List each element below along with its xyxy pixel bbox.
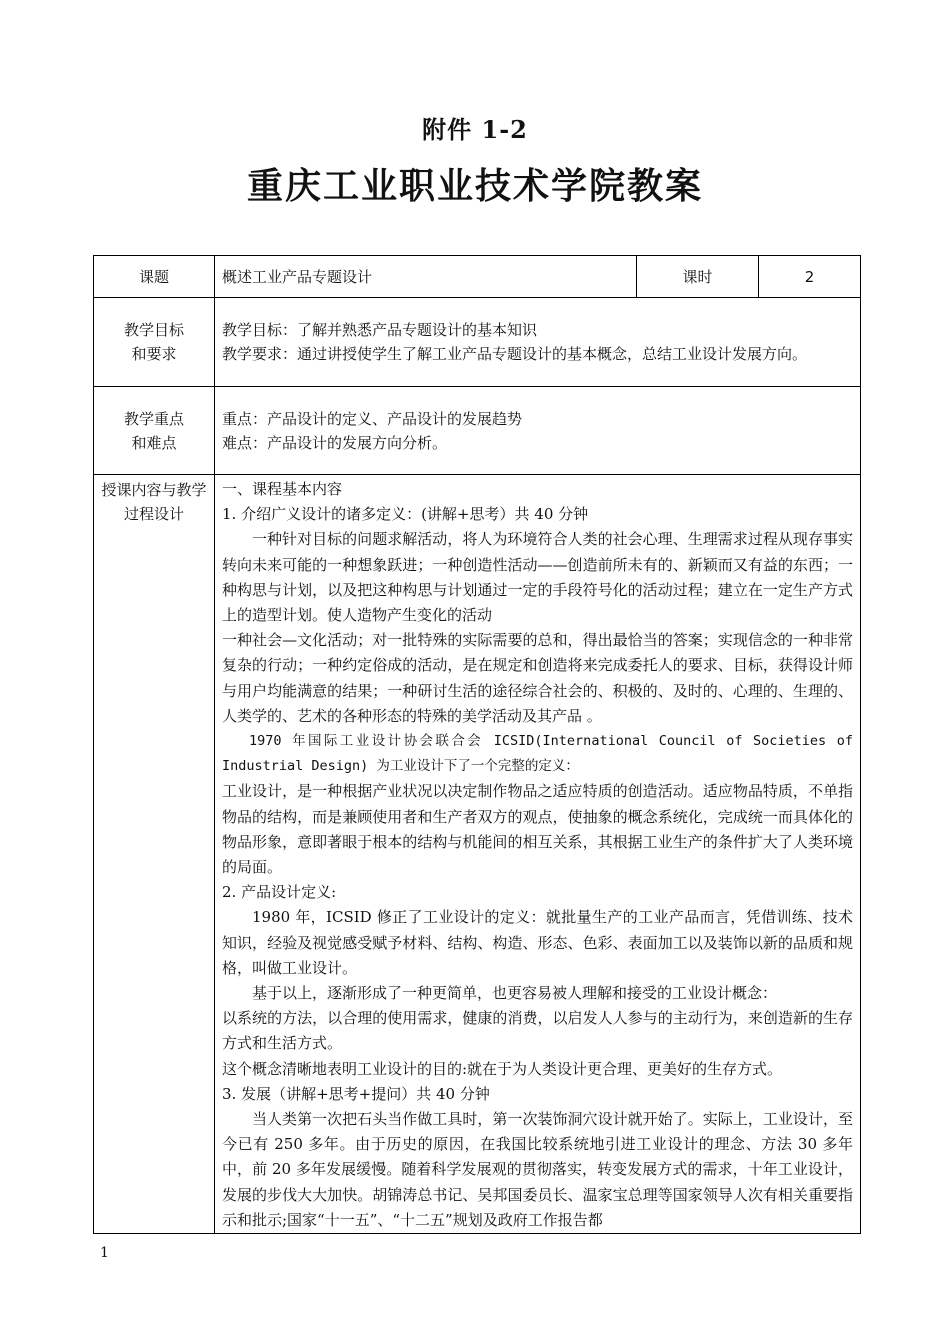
keys-label-line-2: 和难点 — [131, 433, 177, 452]
content-row — [94, 475, 861, 1234]
goals-line-1: 教学目标：了解并熟悉产品专题设计的基本知识 — [222, 321, 538, 339]
hours-value: 2 — [759, 256, 861, 298]
keys-label — [94, 387, 215, 475]
topic-value: 概述工业产品专题设计 — [215, 256, 637, 298]
content-para: 3. 发展（讲解+思考+提问）共 40 分钟 — [222, 1084, 490, 1103]
topic-row — [94, 256, 861, 298]
keys-row — [94, 387, 861, 475]
content-para: 这个概念清晰地表明工业设计的目的:就在于为人类设计更合理、更美好的生存方式。 — [222, 1059, 783, 1078]
content-para: 当人类第一次把石头当作做工具时，第一次装饰洞穴设计就开始了。实际上，工业设计，至今已有 250 多年。由于历史的原因，在我国比较系统地引进工业设计的理念、方法 30 多年中，前 20 多年发展缓慢。随着科学发展观的贯彻落实，转变发展方式的需求，十年工业设计，发展的步伐大大加快。胡锦涛总书记、吴邦国委员长、温家宝总理等国家领导人次有相关重要指示和批示;国家“十一五”、“十二五”规划及政府工作报告都 — [222, 1110, 853, 1229]
page-number: 1 — [100, 1245, 109, 1261]
hours-label: 课时 — [637, 256, 759, 298]
lesson-plan-table — [93, 255, 861, 1234]
keys-label-line-1: 教学重点 — [123, 409, 184, 428]
content-para: 以系统的方法，以合理的使用需求，健康的消费，以启发人人参与的主动行为，来创造新的生存方式和生活方式。 — [222, 1009, 853, 1053]
goals-line-2: 教学要求：通过讲授使学生了解工业产品专题设计的基本概念，总结工业设计发展方向。 — [222, 345, 808, 363]
topic-label: 课题 — [94, 256, 215, 298]
keys-line-1: 重点：产品设计的定义、产品设计的发展趋势 — [222, 409, 523, 428]
goals-label — [94, 298, 215, 387]
content-label: 授课内容与教学过程设计 — [94, 475, 215, 1234]
goals-label-line-1: 教学目标 — [123, 321, 184, 339]
content-para: 工业设计，是一种根据产业状况以决定制作物品之适应特质的创造活动。适应物品特质，不单指物品的结构，而是兼顾使用者和生产者双方的观点，使抽象的概念系统化，完成统一而具体化的物品形象，意即著眼于根本的结构与机能间的相互关系，其根据工业生产的条件扩大了人类环境的局面。 — [222, 782, 853, 877]
content-para: 一种针对目标的问题求解活动，将人为环境符合人类的社会心理、生理需求过程从现存事实转向未来可能的一种想象跃进；一种创造性活动——创造前所未有的、新颖而又有益的东西；一种构思与计划，以及把这种构思与计划通过一定的手段符号化的活动过程；建立在一定生产方式上的造型计划。使人造物产生变化的活动 — [222, 530, 853, 625]
keys-content — [215, 387, 861, 475]
content-para: 一、课程基本内容 — [222, 480, 343, 498]
content-para: 1. 介绍广义设计的诸多定义：(讲解+思考）共 40 分钟 — [222, 505, 589, 524]
content-body — [215, 475, 861, 1234]
content-para: 一种社会—文化活动；对一批特殊的实际需要的总和，得出最恰当的答案；实现信念的一种非常复杂的行动；一种约定俗成的活动，是在规定和创造将来完成委托人的要求、目标，获得设计师与用户均能满意的结果；一种研讨生活的途径综合社会的、积极的、及时的、心理的、生理的、人类学的、艺术的各种形态的特殊的美学活动及其产品 。 — [222, 631, 853, 725]
document-title: 重庆工业职业技术学院教案 — [246, 165, 703, 207]
content-para: 2. 产品设计定义: — [222, 883, 337, 902]
content-para: 基于以上，逐渐形成了一种更简单，也更容易被人理解和接受的工业设计概念： — [252, 984, 778, 1003]
goals-row — [94, 298, 861, 387]
content-para: 1980 年，ICSID 修正了工业设计的定义：就批量生产的工业产品而言，凭借训练、技术知识，经验及视觉感受赋予材料、结构、构造、形态、色彩、表面加工以及装饰以新的品质和规格，叫做工业设计。 — [222, 908, 853, 977]
content-para: 1970 年国际工业设计协会联合会 ICSID(International Council of Societies of Industrial Design) 为工业设计下了一个完整的定义： — [222, 733, 853, 775]
goals-content — [215, 298, 861, 387]
goals-label-line-2: 和要求 — [131, 345, 177, 363]
keys-line-2: 难点：产品设计的发展方向分析。 — [222, 433, 448, 452]
attachment-label: 附件 1-2 — [422, 115, 528, 144]
